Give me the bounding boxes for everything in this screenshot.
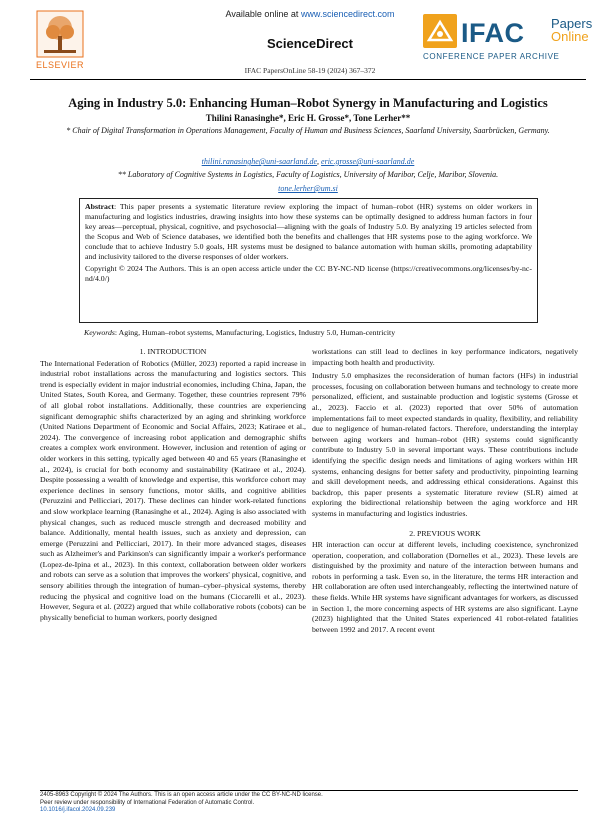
- ifac-logo: [423, 14, 603, 64]
- sciencedirect-link[interactable]: www.sciencedirect.com: [300, 9, 395, 19]
- footer-review-line: Peer review under responsibility of International Federation of Automatic Control.: [40, 799, 255, 806]
- platform-name: ScienceDirect: [267, 36, 353, 51]
- email-link[interactable]: eric.grosse@uni-saarland.de: [321, 157, 415, 166]
- paragraph: HR interaction can occur at different levels, including coexistence, synchronized operation, cooperation, and collaboration (Dornelles et al., 2023). These levels are distinguished by the proximity and nature of the interaction between humans and robots in performing a task. Even so, in the literature, the terms HR interaction and HR collaboration are often used interchangeably, reflecting the intertwined nature of these fields. While HR systems have significant advantages for workers, as discussed in Section 1, the more concerning aspects of HR systems are also significant. Layne (2023) highlighted that the United States experienced 41 robot-related fatalities between 1992 and 2017. A recent event: [312, 540, 578, 634]
- abstract-label: Abstract: [85, 202, 115, 211]
- paragraph: workstations can still lead to declines in key performance indicators, negatively impacting both health and productivity.: [312, 347, 578, 367]
- ifac-papers-online: [551, 17, 592, 43]
- section-heading: 2. PREVIOUS WORK: [409, 528, 481, 538]
- right-column: [312, 347, 578, 638]
- section-heading: 1. INTRODUCTION: [139, 347, 207, 356]
- ifac-papers-label: Papers: [551, 16, 593, 31]
- paragraph: Industry 5.0 emphasizes the reconsideration of human factors (HFs) in industrial processes, focusing on collaboration between humans and technology to create more personalized, efficient, and sustainable production and logistic systems (Grosse et al., 2023). Faccio et al. (2023) reported that over 50% of automation implementations fail to meet expected standards in quality, flexibility, and reliability due to negligence of human-related factors. Therefore, understanding the interplay between aging workers and human–robot (HR) systems could significantly contribute to Industry 5.0 in several important ways. These contributions include identifying the specific design needs and limitations of aging workers within HR systems, enhancing designs for better safety and productivity, pinpointing learning and skill development needs, and addressing ethical considerations. Against this backdrop, this paper presents a systematic literature review (SLR) aimed at exploring the bidirectional relationship between the aging workforce and HR systems in manufacturing and logistics industries.: [312, 371, 578, 518]
- affiliation-1: * Chair of Digital Transformation in Operations Management, Faculty of Human and Business Sciences, Saarland University, Saarbrücken, Germany.: [66, 126, 550, 135]
- abstract-text: [85, 202, 532, 261]
- page-header: [0, 0, 616, 78]
- available-text: Available online at: [225, 9, 299, 19]
- ifac-wordmark: IFAC: [461, 18, 525, 48]
- paragraph: The International Federation of Robotics (Müller, 2023) reported a rapid increase in industrial robot installations across the manufacturing and logistics sectors. This trend is especially evident in major industrial economies, including China, Japan, the United States, South Korea, and Germany. Together, these countries represent 79% of all global robot installations. Additionally, these countries are experiencing significant demographic shifts characterized by an aging and shrinking workforce (United Nations Department of Economic and Social Affairs, 2023; Katiraee et al., 2024). The convergence of increasing robot application and demographic shifts creates a complex work environment. However, inclusion and retention of aging or older workers in this setting, typically aged between 40 and 65 years (Ranasinghe et al., 2024), is crucial for both economy and sustainability (Katiraee et al., 2024). Despite possessing a wealth of knowledge and expertise, this workforce cohort may experience declines in sensory functions, motor skills, and cognitive abilities (Peruzzini and Pellicciari, 2017). These declines can hinder work-related functions and slow workplace learning (Ranasinghe et al., 2024). Aging is also associated with physical changes, such as reduced muscle strength and decreased mobility and balance. Additionally, mental health issues, such as anxiety and depression, can emerge (Peruzzini and Pellicciari, 2017). In their more advanced stages, diseases such as Alzheimer's and Parkinson's can significantly impair a worker's performance (Lopez-de-Ipina et al., 2023). In this context, collaboration between older workers and robots can serve as a solution that improves the workers' physical, cognitive, and sensory abilities through the integration of human–cyber–physical systems, thereby reducing the physical and cognitive load on the humans (Ciccarelli et al., 2023). However, Segura et al. (2022) argued that while collaborative robots (cobots) can be physically beneficial to human workers, poorly designed: [40, 358, 306, 622]
- article-title: Aging in Industry 5.0: Enhancing Human–Robot Synergy in Manufacturing and Logistics: [68, 96, 548, 110]
- keywords: [84, 328, 534, 337]
- keywords-label: Keywords: [84, 328, 115, 337]
- affiliation-2: ** Laboratory of Cognitive Systems in Logistics, Faculty of Logistics, University of Maribor, Celje, Maribor, Slovenia.: [117, 170, 499, 179]
- elsevier-tree-logo: [36, 10, 84, 58]
- abstract-copyright: Copyright © 2024 The Authors. This is an open access article under the CC BY-NC-ND license (https://creativecommons.org/licenses/by-nc-nd/4.0/): [85, 264, 532, 284]
- ifac-logo-square: [423, 14, 457, 48]
- article-authors: Thilini Ranasinghe*, Eric H. Grosse*, Tone Lerher**: [205, 113, 411, 123]
- page-footer: [40, 792, 578, 815]
- availability-line: [180, 9, 440, 19]
- keywords-list: : Aging, Human–robot systems, Manufacturing, Logistics, Industry 5.0, Human-centricity: [114, 328, 396, 337]
- publisher-name: ELSEVIER: [35, 60, 85, 70]
- emails-2: [36, 184, 580, 194]
- abstract-body: : This paper presents a systematic literature review exploring the impact of human–robot (HR) systems on older workers in manufacturing and logistics industries, drawing insights into how these systems can be optimally designed to address human factors in four key areas—perceptual, physical, cognitive, and psychosocial—aligning with the goals of Industry 5.0. By analyzing 19 articles selected from the Scopus and Web of Science databases, we identified both the benefits and challenges that HR systems pose to the aging workforce. We conclude that to achieve Industry 5.0 goals, HR systems must be designed to balance automation with human skills, promoting adaptability and inclusivity tailored to the diverse responses of older workers.: [85, 202, 532, 261]
- email-link[interactable]: thilini.ranasinghe@uni-saarland.de: [201, 157, 318, 166]
- footer-divider: [40, 790, 578, 791]
- footer-issn-line: 2405-8963 Copyright © 2024 The Authors. This is an open access article under the CC BY-NC-ND license.: [40, 792, 323, 798]
- header-divider: [30, 79, 586, 80]
- email-link[interactable]: tone.lerher@um.si: [278, 184, 338, 193]
- emails-1: [36, 157, 580, 167]
- footer-doi[interactable]: 10.1016/j.ifacol.2024.09.239: [40, 807, 116, 813]
- ifac-online-label: Online: [551, 29, 589, 44]
- email-separator: ,: [317, 157, 322, 166]
- ifac-mark-icon: [423, 14, 457, 48]
- journal-citation: IFAC PapersOnLine 58-19 (2024) 367–372: [244, 66, 376, 75]
- abstract-box: [79, 198, 538, 323]
- left-column: [40, 347, 306, 626]
- ifac-subtitle: CONFERENCE PAPER ARCHIVE: [423, 52, 560, 61]
